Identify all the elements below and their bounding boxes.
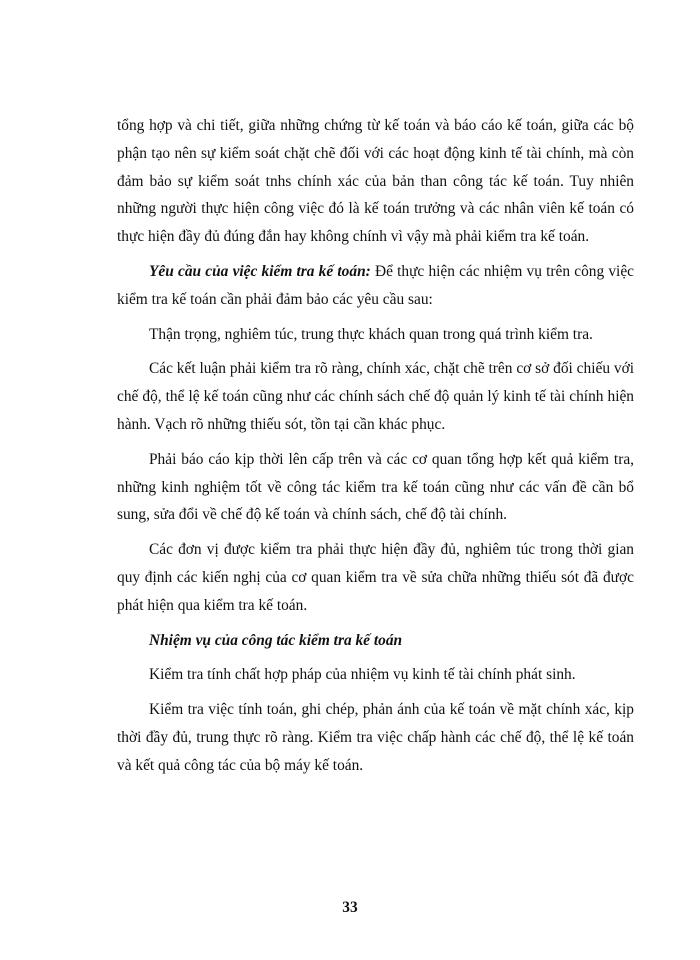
paragraph-requirement-2: Các kết luận phải kiểm tra rõ ràng, chính xác, chặt chẽ trên cơ sở đối chiếu với chế độ, thể lệ kế toán cũng như các chính sách chế độ quản lý kinh tế tài chính hiện hành. Vạch rõ những thiếu sót, tồn tại cần khác phục.	[117, 360, 634, 433]
body-text	[117, 112, 634, 780]
paragraph-duty-2: Kiểm tra việc tính toán, ghi chép, phản ánh của kế toán về mặt chính xác, kịp thời đầy đủ, trung thực rõ ràng. Kiểm tra việc chấp hành các chế độ, thể lệ kế toán và kết quả công tác của bộ máy kế toán.	[117, 701, 634, 774]
paragraph-requirement-3: Phải báo cáo kịp thời lên cấp trên và các cơ quan tổng hợp kết quả kiểm tra, những kinh nghiệm tốt về công tác kiểm tra kế toán cũng như các vấn đề cần bổ sung, sửa đổi về chế độ kế toán và chính sách, chế độ tài chính.	[117, 450, 634, 524]
paragraph-duty-1: Kiểm tra tính chất hợp pháp của nhiệm vụ kinh tế tài chính phát sinh.	[149, 666, 576, 684]
requirements-lead: Yêu cầu của việc kiểm tra kế toán:	[149, 262, 371, 280]
paragraph-requirements-intro	[117, 258, 634, 314]
page-number: 33	[342, 899, 358, 916]
paragraph-requirement-1: Thận trọng, nghiêm túc, trung thực khách quan trong quá trình kiểm tra.	[149, 325, 593, 343]
paragraph-continuation: tổng hợp và chi tiết, giữa những chứng từ kế toán và báo cáo kế toán, giữa các bộ phận tạo nên sự kiểm soát chặt chẽ đối với các hoạt động kinh tế tài chính, mà còn đảm bảo sự kiểm soát tnhs chính xác của bản than công tác kế toán. Tuy nhiên những người thực hiện công việc đó là kế toán trưởng và các nhân viên kế toán có thực hiện đầy đủ đúng đắn hay không chính vì vậy mà phải kiểm tra kế toán.	[117, 117, 634, 246]
requirements-intro-text: Để thực hiện các nhiệm vụ trên công việc kiểm tra kế toán cần phải đảm bảo các yêu cầu sau:	[117, 262, 634, 308]
section-heading-duties: Nhiệm vụ của công tác kiểm tra kế toán	[149, 631, 403, 649]
paragraph-requirement-4: Các đơn vị được kiểm tra phải thực hiện đầy đủ, nghiêm túc trong thời gian quy định các kiến nghị của cơ quan kiểm tra về sửa chữa những thiếu sót đã được phát hiện qua kiểm tra kế toán.	[117, 541, 634, 614]
